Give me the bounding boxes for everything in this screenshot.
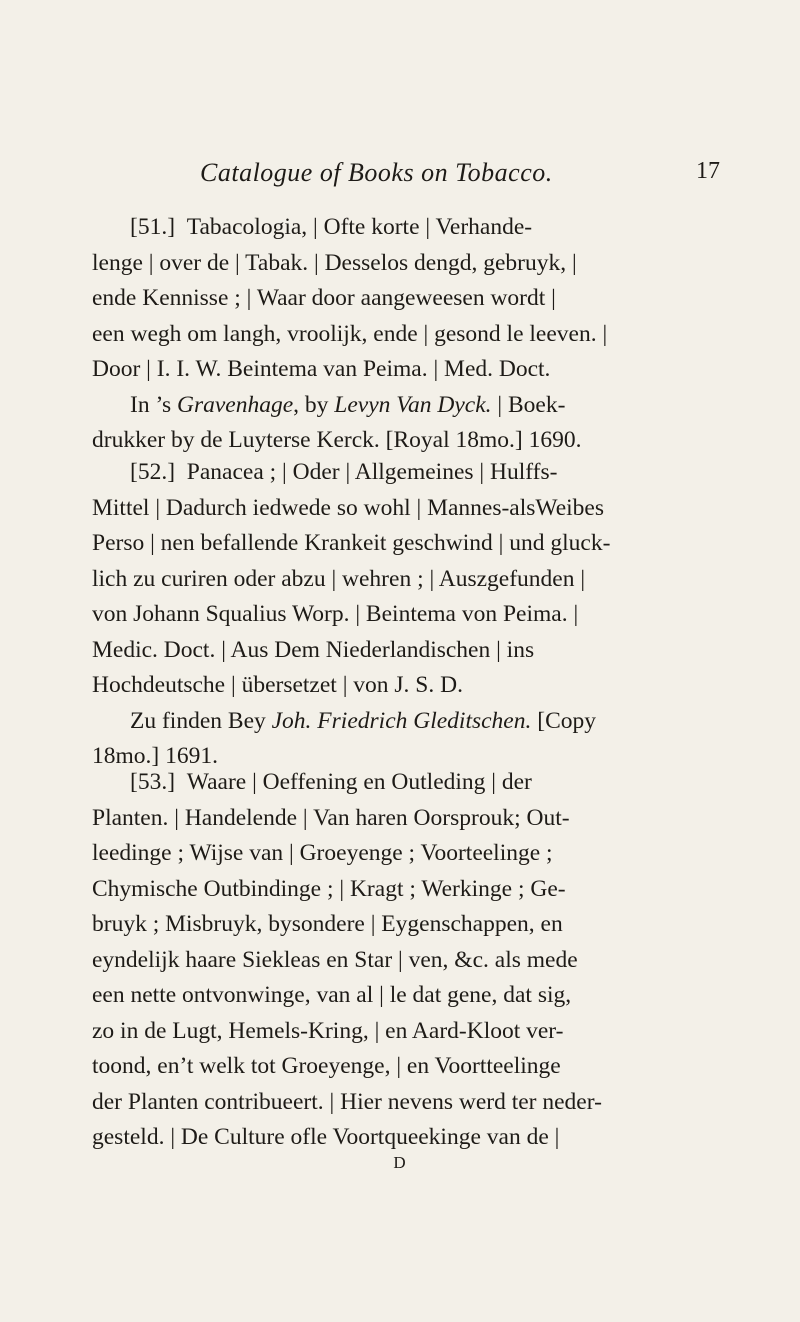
entry-title-line: Hochdeutsche | übersetzet | von J. S. D. bbox=[92, 672, 463, 698]
imprint-printer: Levyn Van Dyck. bbox=[334, 391, 492, 418]
entry-title-line: Tabacologia, | Ofte korte | Verhande- bbox=[186, 214, 533, 240]
entry-title-line: Panacea ; | Oder | Allgemeines | Hulffs- bbox=[186, 459, 558, 485]
page-number: 17 bbox=[696, 158, 720, 184]
running-title: Catalogue of Books on Tobacco. bbox=[200, 158, 553, 187]
entry-number: [53.] bbox=[130, 769, 176, 795]
entry-title-line: leedinge ; Wijse van | Groeyenge ; Voorteelinge ; bbox=[92, 840, 553, 866]
entry-title-line: zo in de Lugt, Hemels-Kring, | en Aard-Kloot ver- bbox=[92, 1017, 564, 1044]
entry-title-line: Waare | Oeffening en Outleding | der bbox=[186, 769, 532, 795]
entry-title-line: Door | I. I. W. Beintema van Peima. | Med. Doct. bbox=[92, 356, 551, 382]
entry-title-line: lenge | over de | Tabak. | Desselos dengd, gebruyk, | bbox=[92, 249, 577, 276]
catalogue-entry-52 bbox=[92, 455, 722, 775]
entry-title-line: lich zu curiren oder abzu | wehren ; | Auszgefunden | bbox=[92, 565, 586, 592]
entry-imprint: In ’s Gravenhage, by Levyn Van Dyck. | Boek- bbox=[130, 391, 566, 418]
entry-title-line: Chymische Outbindinge ; | Kragt ; Werkinge ; Ge- bbox=[92, 875, 566, 902]
entry-title-line: von Johann Squalius Worp. | Beintema von Peima. | bbox=[92, 601, 579, 627]
entry-title-line: gesteld. | De Culture ofle Voortqueekinge van de | bbox=[92, 1124, 560, 1150]
entry-title-line: der Planten contribueert. | Hier nevens werd ter neder- bbox=[92, 1088, 602, 1115]
entry-imprint: Zu finden Bey Joh. Friedrich Gleditschen. [Copy bbox=[130, 707, 596, 734]
entry-title-line: Mittel | Dadurch iedwede so wohl | Mannes-alsWeibes bbox=[92, 494, 604, 521]
entry-imprint-line: 18mo.] 1691. bbox=[92, 743, 218, 769]
entry-number: [52.] bbox=[130, 459, 176, 485]
entry-title-line: Medic. Doct. | Aus Dem Niederlandischen | ins bbox=[92, 636, 535, 663]
entry-title-line: toond, en’t welk tot Groeyenge, | en Voortteelinge bbox=[92, 1053, 561, 1079]
catalogue-entry-51 bbox=[92, 210, 722, 459]
entry-title-line: een wegh om langh, vroolijk, ende | gesond le leeven. | bbox=[92, 320, 608, 347]
entry-imprint-line: drukker by de Luyterse Kerck. [Royal 18mo.] 1690. bbox=[92, 427, 582, 453]
entry-title-line: een nette ontvonwinge, van al | le dat gene, dat sig, bbox=[92, 982, 572, 1008]
entry-number: [51.] bbox=[130, 214, 176, 240]
entry-title-line: eyndelijk haare Siekleas en Star | ven, &c. als mede bbox=[92, 946, 578, 973]
entry-title-line: Perso | nen befallende Krankeit geschwind | und gluck- bbox=[92, 530, 611, 556]
imprint-place: Gravenhage bbox=[177, 391, 294, 418]
entry-title-line: bruyk ; Misbruyk, bysondere | Eygenschappen, en bbox=[92, 911, 563, 937]
signature-mark: D bbox=[393, 1153, 407, 1172]
entry-title-line: ende Kennisse ; | Waar door aangeweesen wordt | bbox=[92, 285, 556, 311]
catalogue-entry-53 bbox=[92, 765, 722, 1156]
entry-title-line: Planten. | Handelende | Van haren Oorsprouk; Out- bbox=[92, 804, 570, 831]
page-header bbox=[200, 158, 720, 198]
imprint-printer: Joh. Friedrich Gleditschen. bbox=[271, 707, 532, 734]
